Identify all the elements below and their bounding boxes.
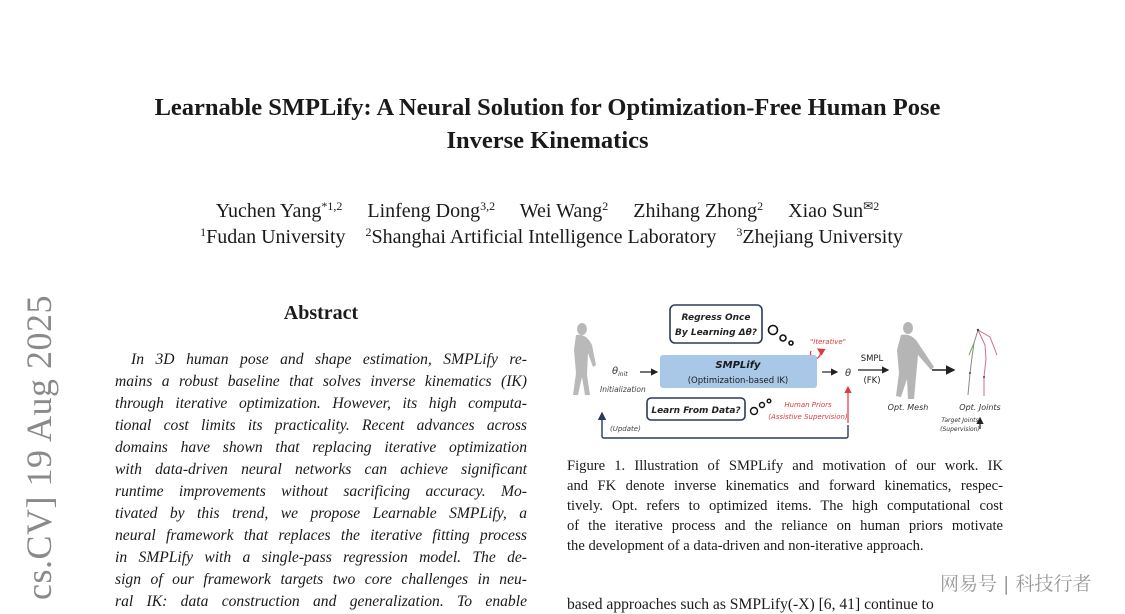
abstract-heading: Abstract: [283, 302, 359, 324]
figure-1: [560, 295, 1010, 445]
text-line: neural framework that replaces the iterative fitting process: [115, 527, 527, 544]
update-label: (Update): [610, 425, 641, 433]
text-line: with data-driven neural networks can achieve significant: [115, 461, 527, 478]
author: Linfeng Dong$^{3,2}$: [367, 199, 496, 222]
opt-mesh-label: Opt. Mesh: [887, 403, 929, 412]
initial-human-figure: [573, 323, 596, 395]
author: Zhihang Zhong$^2$: [633, 199, 764, 222]
initialization-label: Initialization: [600, 385, 646, 394]
skeleton-joints-figure: [968, 329, 997, 396]
text-line: domains have shown that replacing iterative optimization: [115, 439, 527, 456]
text-line: tivated by this trend, we propose Learnable SMPLify, a: [115, 505, 527, 522]
text-line: mains a robust baseline that solves inverse kinematics (IK): [115, 373, 527, 390]
text-line: the development of a data-driven and non-iterative approach.: [567, 538, 924, 554]
text-line: ral IK: data construction and generalization. To enable: [115, 593, 527, 610]
learn-label: Learn From Data?: [651, 406, 741, 416]
affiliation: $^2$Shanghai Artificial Intelligence Laboratory: [365, 225, 717, 248]
fk-label: (FK): [863, 376, 881, 386]
author: Wei Wang$^2$: [519, 199, 609, 222]
text-line: Figure 1. Illustration of SMPLify and motivation of our work. IK: [567, 458, 1003, 474]
text-line: and FK denote inverse kinematics and forward kinematics, respec-: [567, 478, 1003, 494]
text-line: through iterative optimization. However, its high computa-: [115, 395, 527, 412]
body-text-line: based approaches such as SMPLify(-X) [6, 41] continue to: [567, 596, 934, 613]
affiliation: $^3$Zhejiang University: [736, 225, 903, 248]
figure-caption: [567, 456, 1003, 556]
opt-joints-label: Opt. Joints: [959, 403, 1001, 412]
smplify-title: SMPLify: [715, 360, 761, 371]
thought-bubbles: [769, 326, 794, 346]
regress-label: By Learning Δθ?: [674, 328, 758, 338]
arxiv-stamp: cs.CV] 19 Aug 2025: [19, 295, 59, 600]
supervision-label: (Supervision): [940, 426, 980, 433]
text-line: In 3D human pose and shape estimation, SMPLify re-: [131, 351, 527, 368]
text-line: of the iterative process and the reliance on human priors motivate: [567, 518, 1003, 534]
paper-title: [0, 91, 1095, 157]
theta-init: $\theta_{init}$: [612, 366, 628, 378]
target-joints-label: Target Joints: [941, 417, 979, 424]
text-line: sign of our framework targets two core challenges in neu-: [115, 571, 527, 588]
optimized-mesh-figure: [896, 322, 934, 399]
smpl-label: SMPL: [860, 354, 884, 364]
author: Yuchen Yang$^{*1,2}$: [215, 199, 343, 222]
watermark: 网易号 | 科技行者: [940, 573, 1092, 595]
text-line: in SMPLify with a single-pass regression model. The de-: [115, 549, 527, 566]
author-list: [0, 199, 1095, 223]
title-line: Inverse Kinematics: [446, 127, 649, 154]
affiliation: $^1$Fudan University: [200, 225, 346, 248]
smplify-subtitle: (Optimization-based IK): [687, 376, 789, 386]
regress-label: Regress Once: [681, 313, 751, 323]
text-line: runtime improvements without sacrificing accuracy. Mo-: [115, 483, 527, 500]
text-line: tively. Opt. refers to optimized items. The high computational cost: [567, 498, 1003, 514]
affiliation-list: [0, 225, 1103, 249]
author: Xiao Sun$^{✉2}$: [788, 199, 880, 222]
text-line: tional cost limits its practicality. Recent advances across: [115, 417, 527, 434]
iterative-label: "Iterative": [810, 338, 846, 346]
assistive-label: (Assistive Supervision): [768, 413, 848, 421]
abstract-body: [115, 349, 527, 613]
title-line: Learnable SMPLify: A Neural Solution for Optimization-Free Human Pose: [154, 94, 941, 121]
human-priors-label: Human Priors: [784, 401, 832, 409]
theta-label: θ: [845, 368, 852, 379]
